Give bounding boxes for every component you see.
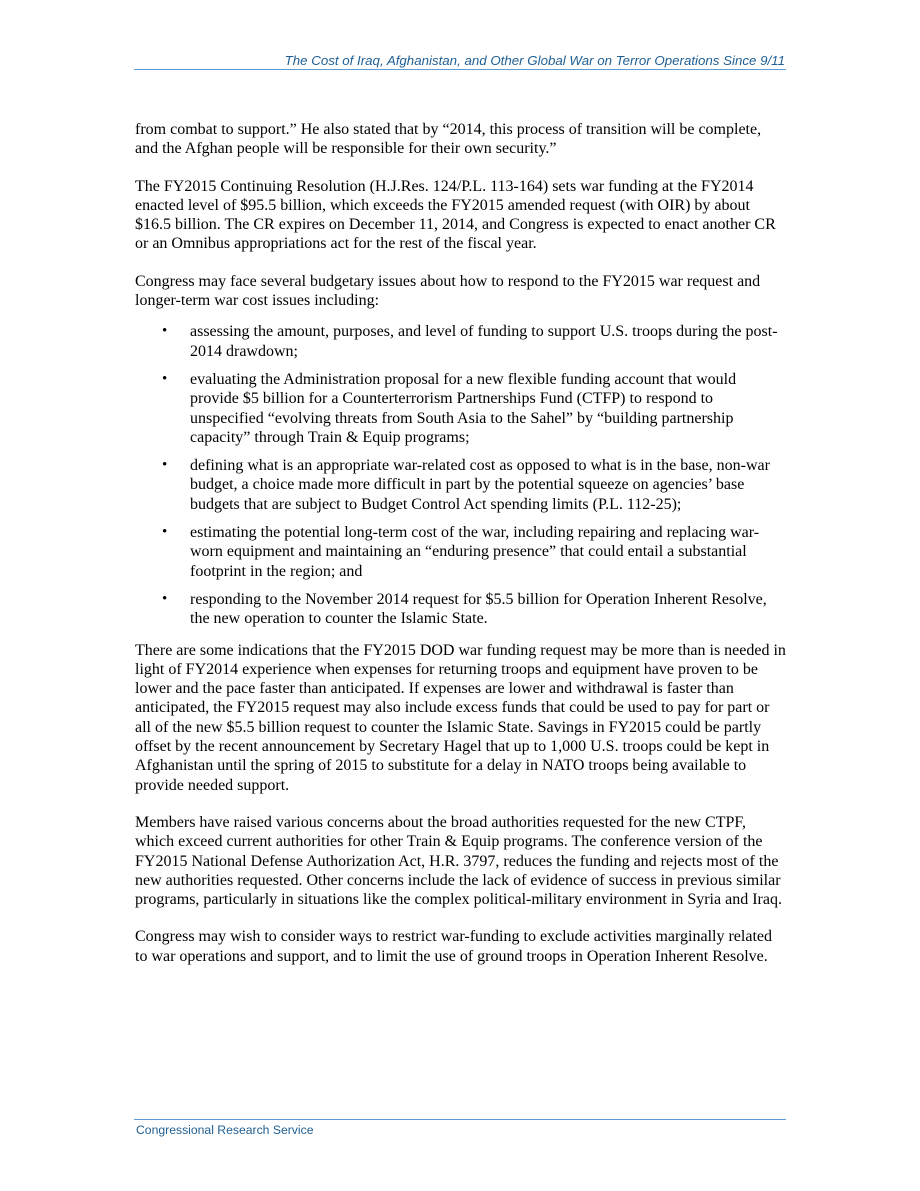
bullet-icon: • <box>162 590 168 607</box>
header-divider <box>134 69 786 70</box>
bullet-icon: • <box>162 524 168 541</box>
paragraph-budgetary-issues-intro: Congress may face several budgetary issues about how to respond to the FY2015 war request and longer-term war cost issues including: <box>135 272 761 310</box>
list-item <box>135 456 786 514</box>
running-header-title: The Cost of Iraq, Afghanistan, and Other Global War on Terror Operations Since 9/11 <box>284 53 785 68</box>
list-item <box>135 590 786 629</box>
list-item <box>135 523 786 581</box>
list-item <box>135 322 786 361</box>
footer-divider <box>134 1119 786 1120</box>
bullet-icon: • <box>162 370 168 387</box>
paragraph-war-funding-restrictions: Congress may wish to consider ways to restrict war-funding to exclude activities marginally related to war operations and support, and to limit the use of ground troops in Operation Inherent Resolve. <box>135 928 772 965</box>
list-item-text: assessing the amount, purposes, and level of funding to support U.S. troops during the post-2014 drawdown; <box>190 323 778 360</box>
list-item <box>135 370 786 447</box>
list-item-text: defining what is an appropriate war-related cost as opposed to what is in the base, non-war budget, a choice made more difficult in part by the potential squeeze on agencies’ base budgets that are subject to Budget Control Act spending limits (P.L. 112-25); <box>190 457 770 513</box>
budget-issues-list <box>135 322 786 628</box>
bullet-icon: • <box>162 323 168 340</box>
paragraph-continuing-resolution: The FY2015 Continuing Resolution (H.J.Res. 124/P.L. 113-164) sets war funding at the FY2014 enacted level of $95.5 billion, which exceeds the FY2015 amended request (with OIR) by about $16.5 billion. The CR expires on December 11, 2014, and Congress is expected to enact another CR or an Omnibus appropriations act for the rest of the fiscal year. <box>135 177 776 253</box>
footer-source: Congressional Research Service <box>136 1123 314 1137</box>
paragraph-ctpf-concerns: Members have raised various concerns about the broad authorities requested for the new CTPF, which exceed current authorities for other Train & Equip programs. The conference version of the FY2015 National Defense Authorization Act, H.R. 3797, reduces the funding and rejects most of the new authorities requested. Other concerns include the lack of evidence of success in previous similar programs, particularly in situations like the complex political-military environment in Syria and Iraq. <box>135 813 782 909</box>
paragraph-funding-indications: There are some indications that the FY2015 DOD war funding request may be more than is needed in light of FY2014 experience when expenses for returning troops and equipment have proven to be lower and the pace faster than anticipated. If expenses are lower and withdrawal is faster than anticipated, the FY2015 request may also include excess funds that could be used to pay for part or all of the new $5.5 billion request to counter the Islamic State. Savings in FY2015 could be partly offset by the recent announcement by Secretary Hagel that up to 1,000 U.S. troops could be kept in Afghanistan until the spring of 2015 to substitute for a delay in NATO troops being available to provide needed support. <box>135 641 786 794</box>
bullet-icon: • <box>162 457 168 474</box>
paragraph-transition-quote: from combat to support.” He also stated that by “2014, this process of transition will be complete, and the Afghan people will be responsible for their own security.” <box>135 121 762 158</box>
document-body <box>135 120 786 984</box>
list-item-text: evaluating the Administration proposal for a new flexible funding account that would provide $5 billion for a Counterterrorism Partnerships Fund (CTFP) to respond to unspecified “evolving threats from South Asia to the Sahel” by “building partnership capacity” through Train & Equip programs; <box>190 370 737 446</box>
list-item-text: responding to the November 2014 request for $5.5 billion for Operation Inherent Resolve, the new operation to counter the Islamic State. <box>190 590 767 628</box>
list-item-text: estimating the potential long-term cost of the war, including repairing and replacing war-worn equipment and maintaining an “enduring presence” that could entail a substantial footprint in the region; and <box>190 524 760 580</box>
